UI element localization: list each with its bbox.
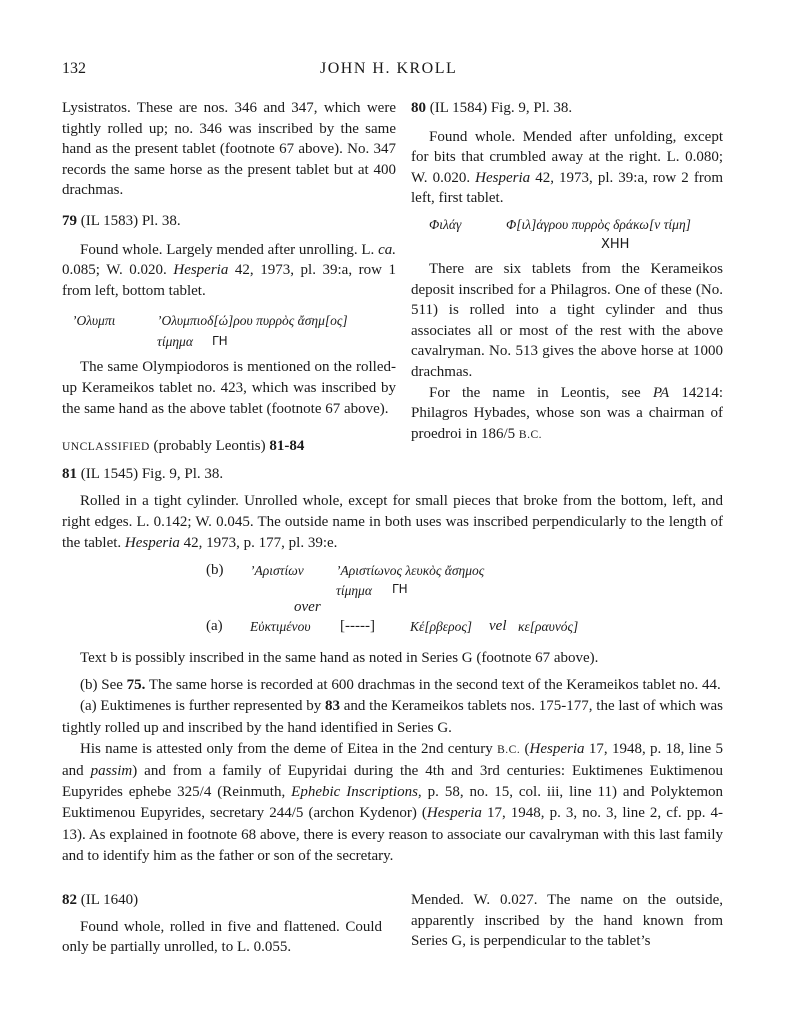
- entry-80-name-note: [411, 383, 723, 446]
- entry-80-note-text-b: 14214: Philagros Hybades, whose son was a chairman of proedroi in 186/5: [411, 384, 724, 442]
- page-number: 132: [62, 60, 86, 77]
- entry-79-ca: ca.: [378, 241, 396, 258]
- entry-81-commentary: [62, 648, 723, 867]
- entry-81-name-note-d: ) and from a family of Eupyridai during the 4th and 3rd centuries: Euktimenes Euktimenou Eupyrides ephebe 325/4 (Reinmuth,: [62, 763, 724, 801]
- entry-81-hand-note: Text b is possibly inscribed in the same hand as noted in Series G (footnote 67 above).: [80, 650, 599, 666]
- entry-82-continuation: Mended. W. 0.027. The name on the outside, apparently inscribed by the hand known from Series G, is perpendicular to the tablet’s: [411, 892, 723, 950]
- text-b-outside: ’Αριστίων: [250, 563, 304, 578]
- entry-80-hesperia: Hesperia: [475, 169, 531, 186]
- entry-82-ref: (IL 1640): [80, 892, 139, 908]
- entry-81-description: [62, 491, 723, 554]
- vel-label: vel: [489, 618, 507, 634]
- entry-81-b-note-ref: 75.: [126, 677, 146, 694]
- unclassified-label: UNCLASSIFIED: [62, 441, 150, 453]
- entry-81-hesperia-3: Hesperia: [426, 805, 482, 822]
- entry-80-text-b: 42, 1973, pl. 39:a, row 2 from left, first tablet.: [411, 169, 724, 207]
- running-head: JOHN H. KROLL: [320, 60, 458, 77]
- entry-81-name-note-b: (: [524, 740, 530, 757]
- entry-81-bc: B.C.: [497, 743, 521, 756]
- entry-80-description: [411, 127, 723, 209]
- entry-80-ref: (IL 1584) Fig. 9, Pl. 38.: [429, 100, 573, 116]
- entry-81-name-note-f: 17, 1948, p. 3, no. 3, line 2, cf. pp. 4-13). As explained in footnote 68 above, there is every reason to associate our cavalryman with this last family and to identify him as the father or son of the secretary.: [62, 805, 724, 864]
- entry-80-inscription: [411, 215, 723, 257]
- entry-79-hesperia: Hesperia: [173, 262, 229, 279]
- unclassified-note: (probably Leontis): [153, 438, 266, 454]
- text-a-lacuna: [-----]: [340, 618, 375, 634]
- text-b-value: ΓΗ: [392, 582, 408, 596]
- entry-81-a-note: [62, 696, 723, 738]
- text-a-inside: Κέ[ρβερος]: [410, 619, 473, 634]
- entry-79-text-c: 42, 1973, pl. 39:a, row 1 from left, bottom tablet.: [62, 262, 397, 299]
- entry-79-commentary: The same Olympiodoros is mentioned on the rolled-up Kerameikos tablet no. 423, which was inscribed by the same hand as the above tablet (footnote 67 above).: [62, 359, 396, 417]
- entry-82-left: [62, 890, 382, 958]
- entry-80-number: 80: [411, 100, 426, 116]
- entry-79-outside-text: ’Ολυμπι: [72, 313, 116, 329]
- entry-80-pa: PA: [652, 384, 670, 401]
- entry-81-passim: passim: [90, 763, 133, 780]
- entry-81-description-block: [62, 491, 723, 554]
- entry-80-bc: B.C.: [518, 428, 542, 441]
- entry-80-value: ΧΗΗ: [601, 236, 630, 252]
- entry-80-outside-text: Φιλάγ: [429, 216, 462, 232]
- entry-81-name-note: [62, 739, 723, 867]
- entry-81-b-note-text-b: The same horse is recorded at 600 drachmas in the second text of the Kerameikos tablet no. 44.: [148, 677, 721, 694]
- entry-81-name-note-c: 17, 1948, p. 18, line 5 and: [62, 740, 723, 780]
- entry-81-heading: [62, 466, 223, 483]
- entry-80-commentary: There are six tablets from the Kerameikos deposit inscribed for a Philagros. One of these (No. 511) is rolled into a tight cylinder and thus associates all or most of the rest with the above cavalryman. No. 513 gives the above horse at 1000 drachmas.: [411, 260, 723, 380]
- unclassified-heading: [62, 438, 304, 455]
- entry-82-heading: [62, 890, 382, 911]
- entry-79-description: [62, 240, 396, 302]
- over-label: over: [294, 599, 321, 615]
- text-b-inside-line-2: τίμημα: [336, 583, 372, 598]
- entry-80-text-a: Found whole. Mended after unfolding, except for bits that crumbled away at the right. L. 0.080; W. 0.020.: [411, 128, 723, 186]
- entry-81-text-b: 42, 1973, p. 177, pl. 39:e.: [183, 535, 338, 551]
- entry-81-inscription: [62, 562, 723, 640]
- entry-81-number: 81: [62, 466, 77, 482]
- left-column: [62, 98, 396, 419]
- entry-81-hesperia-2: Hesperia: [529, 740, 585, 757]
- unclassified-range: 81-84: [269, 438, 305, 454]
- entry-79-text-b: 0.085; W. 0.020.: [62, 262, 167, 279]
- entry-80-heading: [411, 98, 723, 119]
- entry-81-a-note-text-b: and the Kerameikos tablets nos. 175-177, the last of which was tightly rolled up and inscribed by the hand identified in Series G.: [62, 698, 723, 736]
- text-a-outside: Εὐκτιμένου: [250, 619, 311, 634]
- entry-82-number: 82: [62, 892, 77, 908]
- entry-79-inscription: [62, 311, 396, 353]
- entry-81-ref: (IL 1545) Fig. 9, Pl. 38.: [80, 466, 224, 482]
- entry-81-name-note-e: p. 58, no. 15, col. iii, line 11) and Polyktemon Euktimenou Eupyrides, secretary 244/5 (archon Kydenor) (: [62, 784, 724, 822]
- entry-80-inside-line-1: Φ[ιλ]άγρου πυρρὸς δράκω[ν τίμη]: [506, 216, 691, 232]
- entry-79-heading: [62, 211, 396, 232]
- text-b-inside-line-1: ’Αριστίωνος λευκὸς ἄσημος: [336, 563, 485, 578]
- entry-79-ref: (IL 1583) Pl. 38.: [80, 212, 181, 229]
- text-a-alternative: κε[ραυνός]: [518, 619, 579, 634]
- entry-79-value: ΓΗ: [212, 334, 228, 349]
- right-column: [411, 98, 723, 445]
- entry-82-description: Found whole, rolled in five and flattened. Could only be partially unrolled, to L. 0.055.: [62, 918, 382, 956]
- entry-81-a-note-ref: 83: [325, 698, 340, 715]
- entry-81-text-a: Rolled in a tight cylinder. Unrolled whole, except for small pieces that broke from the bottom, left, and right edges. L. 0.142; W. 0.045. The outside name in both uses was inscribed perpendicularly to the length of the tablet.: [62, 493, 723, 551]
- text-b-label: (b): [206, 562, 224, 578]
- entry-81-name-note-a: His name is attested only from the deme of Eitea in the 2nd century: [80, 740, 493, 757]
- entry-82-right: [411, 890, 723, 952]
- entry-81-ephebic: Ephebic Inscriptions,: [291, 784, 422, 801]
- entry-79-text-a: Found whole. Largely mended after unrolling. L.: [80, 241, 375, 258]
- entry-81-hesperia: Hesperia: [124, 535, 180, 551]
- continued-paragraph: Lysistratos. These are nos. 346 and 347, which were tightly rolled up; no. 346 was inscribed by the same hand as the present tablet (footnote 67 above). No. 347 records the same horse as the present tablet but at 400 drachmas.: [62, 100, 396, 199]
- entry-80-note-text-a: For the name in Leontis, see: [429, 384, 641, 401]
- text-a-label: (a): [206, 618, 223, 634]
- entry-81-b-note-text-a: (b) See: [80, 677, 123, 694]
- entry-79-number: 79: [62, 212, 77, 229]
- entry-81-a-note-text-a: (a) Euktimenes is further represented by: [80, 698, 322, 715]
- entry-79-inside-line-1: ’Ολυμπιοδ[ώ]ρου πυρρὸς ἄσημ[ος]: [157, 313, 348, 329]
- entry-81-b-note: [62, 675, 723, 696]
- entry-79-inside-line-2: τίμημα: [157, 334, 193, 350]
